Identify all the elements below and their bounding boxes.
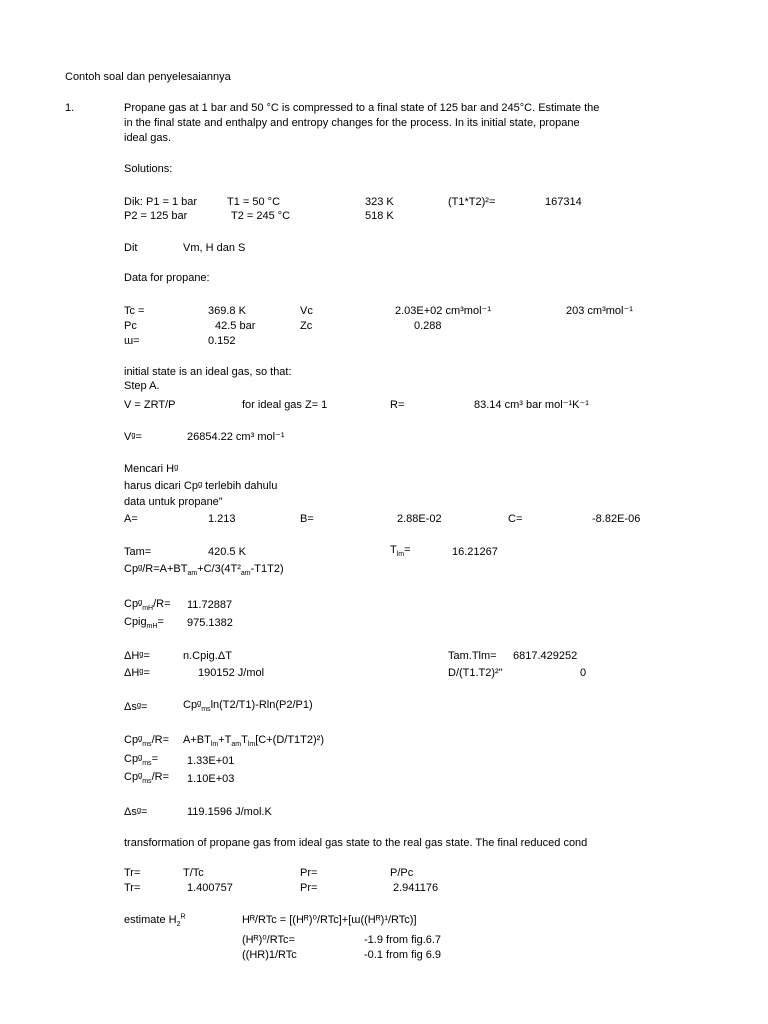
tr-label: Tr= xyxy=(124,867,141,879)
pr-label: Pr= xyxy=(300,867,318,879)
tr-label-2: Tr= xyxy=(124,882,141,894)
cpmh-label: Cpᶢ$_{mH}$/R= xyxy=(124,598,171,613)
dh-equation: n.Cpig.ΔT xyxy=(183,650,232,662)
hr0-value: -1.9 from fig.6.7 xyxy=(364,934,442,946)
mencari-line-2: data untuk propane" xyxy=(124,496,223,508)
problem-line-2: in the final state and enthalpy and entropy changes for the process. In its initial state, propane xyxy=(124,117,580,129)
estimate-equation: Hᴿ/RTc = [(Hᴿ)⁰/RTc]+[ɯ((Hᴿ)¹/RTc)] xyxy=(242,914,417,926)
tam-tlm-value: 6817.429252 xyxy=(513,650,578,662)
transformation-text: transformation of propane gas from ideal gas state to the real gas state. The final reduced cond xyxy=(124,837,588,849)
t1t2-value: 167314 xyxy=(545,196,582,208)
ds-label: Δsᶢ= xyxy=(124,701,148,713)
vig-label: Vᶢ= xyxy=(124,431,142,443)
tam-label: Tam= xyxy=(124,546,152,558)
vc-value: 203 cm³mol⁻¹ xyxy=(566,305,633,317)
given-t1: T1 = 50 °C xyxy=(227,196,281,208)
cpms-value: 1.33E+01 xyxy=(187,755,235,767)
pr-value: 2.941176 xyxy=(393,882,439,894)
ds-value: 119.1596 J/mol.K xyxy=(187,806,272,818)
r-label: R= xyxy=(390,399,405,411)
coef-b-label: B= xyxy=(300,513,314,525)
hr1-value: -0.1 from fig 6.9 xyxy=(364,949,442,961)
pr-label-2: Pr= xyxy=(300,882,318,894)
given-t1-kelvin: 323 K xyxy=(365,196,394,208)
tlm-label: $T_{lm}=$ xyxy=(390,544,411,559)
volume-equation: V = ZRT/P xyxy=(124,399,176,411)
estimate-label: estimate $H_2^R$ xyxy=(124,913,186,929)
pr-equation: P/Pc xyxy=(390,867,414,879)
tc-label: Tc = xyxy=(124,305,145,317)
page-heading: Contoh soal dan penyelesaiannya xyxy=(65,71,231,83)
cpms-r-label: Cpᶢ$_{ms}$/R= xyxy=(124,771,169,786)
cp-equation: Cpᶢ/$R=A+BT_{am}+C/3(4T^2_{am}-T1T2)$ xyxy=(124,563,284,578)
pc-value: 42.5 bar xyxy=(215,320,256,332)
cpms-formula: $A+BT_{lm}+T_{am}T_{lm}[C+(D/T1T2)^2)$ xyxy=(183,734,324,749)
hr0-label: (Hᴿ)⁰/RTc= xyxy=(242,934,295,946)
initial-state-text: initial state is an ideal gas, so that: xyxy=(124,366,292,378)
d-value: 0 xyxy=(580,667,587,679)
tr-value: 1.400757 xyxy=(187,882,233,894)
problem-line-1: Propane gas at 1 bar and 50 °C is compressed to a final state of 125 bar and 245°C. Estimate the xyxy=(124,102,600,114)
cpms-label: Cpᶢ$_{ms}$/R= xyxy=(124,734,169,749)
data-label: Data for propane: xyxy=(124,272,210,284)
cpmh-value: 11.72887 xyxy=(187,599,233,611)
zc-label: Zc xyxy=(300,320,313,332)
given-p2: P2 = 125 bar xyxy=(124,210,188,222)
dh-label: ΔHᶢ= xyxy=(124,650,150,662)
r-value: 83.14 cm³ bar mol⁻¹K⁻¹ xyxy=(474,399,589,411)
omega-value: 0.152 xyxy=(208,335,236,347)
vig-value: 26854.22 cm³ mol⁻¹ xyxy=(187,431,285,443)
step-a-label: Step A. xyxy=(124,380,160,392)
coef-a-value: 1.213 xyxy=(208,513,236,525)
mencari-line-1: harus dicari Cpᶢ terlebih dahulu xyxy=(124,480,278,492)
dh-value: 190152 J/mol xyxy=(198,667,265,679)
mencari-title: Mencari Hᶢ xyxy=(124,463,179,475)
ds-equation: Cpᶢ$_{ms}$ln(T2/T1)-Rln(P2/P1) xyxy=(183,699,313,714)
problem-number: 1. xyxy=(65,102,75,114)
zc-value: 0.288 xyxy=(414,320,442,332)
problem-line-3: ideal gas. xyxy=(124,132,172,144)
cpig-mh-label: Cpig$_{mH}$= xyxy=(124,616,164,631)
hr1-label: ((HR)1/RTc xyxy=(242,949,297,961)
vc-label: Vc xyxy=(300,305,313,317)
pc-label: Pc xyxy=(124,320,137,332)
cpig-mh-value: 975.1382 xyxy=(187,617,233,629)
tam-tlm-label: Tam.Tlm= xyxy=(448,650,497,662)
dh-label-2: ΔHᶢ= xyxy=(124,667,150,679)
ideal-gas-note: for ideal gas Z= 1 xyxy=(242,399,328,411)
tam-value: 420.5 K xyxy=(208,546,246,558)
coef-b-value: 2.88E-02 xyxy=(397,513,442,525)
ds-label-2: Δsᶢ= xyxy=(124,806,148,818)
d-label: D/(T1.T2)²" xyxy=(448,667,503,679)
cpms-r-value: 1.10E+03 xyxy=(187,773,235,785)
coef-c-label: C= xyxy=(508,513,523,525)
vc-sci-value: 2.03E+02 cm³mol⁻¹ xyxy=(395,305,491,317)
t1t2-label: (T1*T2)²= xyxy=(448,196,496,208)
given-p1: Dik: P1 = 1 bar xyxy=(124,196,198,208)
cpms-label-2: Cpᶢ$_{ms}$= xyxy=(124,753,158,768)
asked-value: Vm, H dan S xyxy=(183,242,246,254)
given-t2: T2 = 245 °C xyxy=(231,210,291,222)
asked-label: Dit xyxy=(124,242,138,254)
coef-c-value: -8.82E-06 xyxy=(592,513,641,525)
tr-equation: T/Tc xyxy=(183,867,204,879)
tc-value: 369.8 K xyxy=(208,305,246,317)
coef-a-label: A= xyxy=(124,513,138,525)
given-t2-kelvin: 518 K xyxy=(365,210,394,222)
solutions-label: Solutions: xyxy=(124,163,173,175)
omega-label: ɯ= xyxy=(124,335,140,347)
tlm-value: 16.21267 xyxy=(452,546,498,558)
